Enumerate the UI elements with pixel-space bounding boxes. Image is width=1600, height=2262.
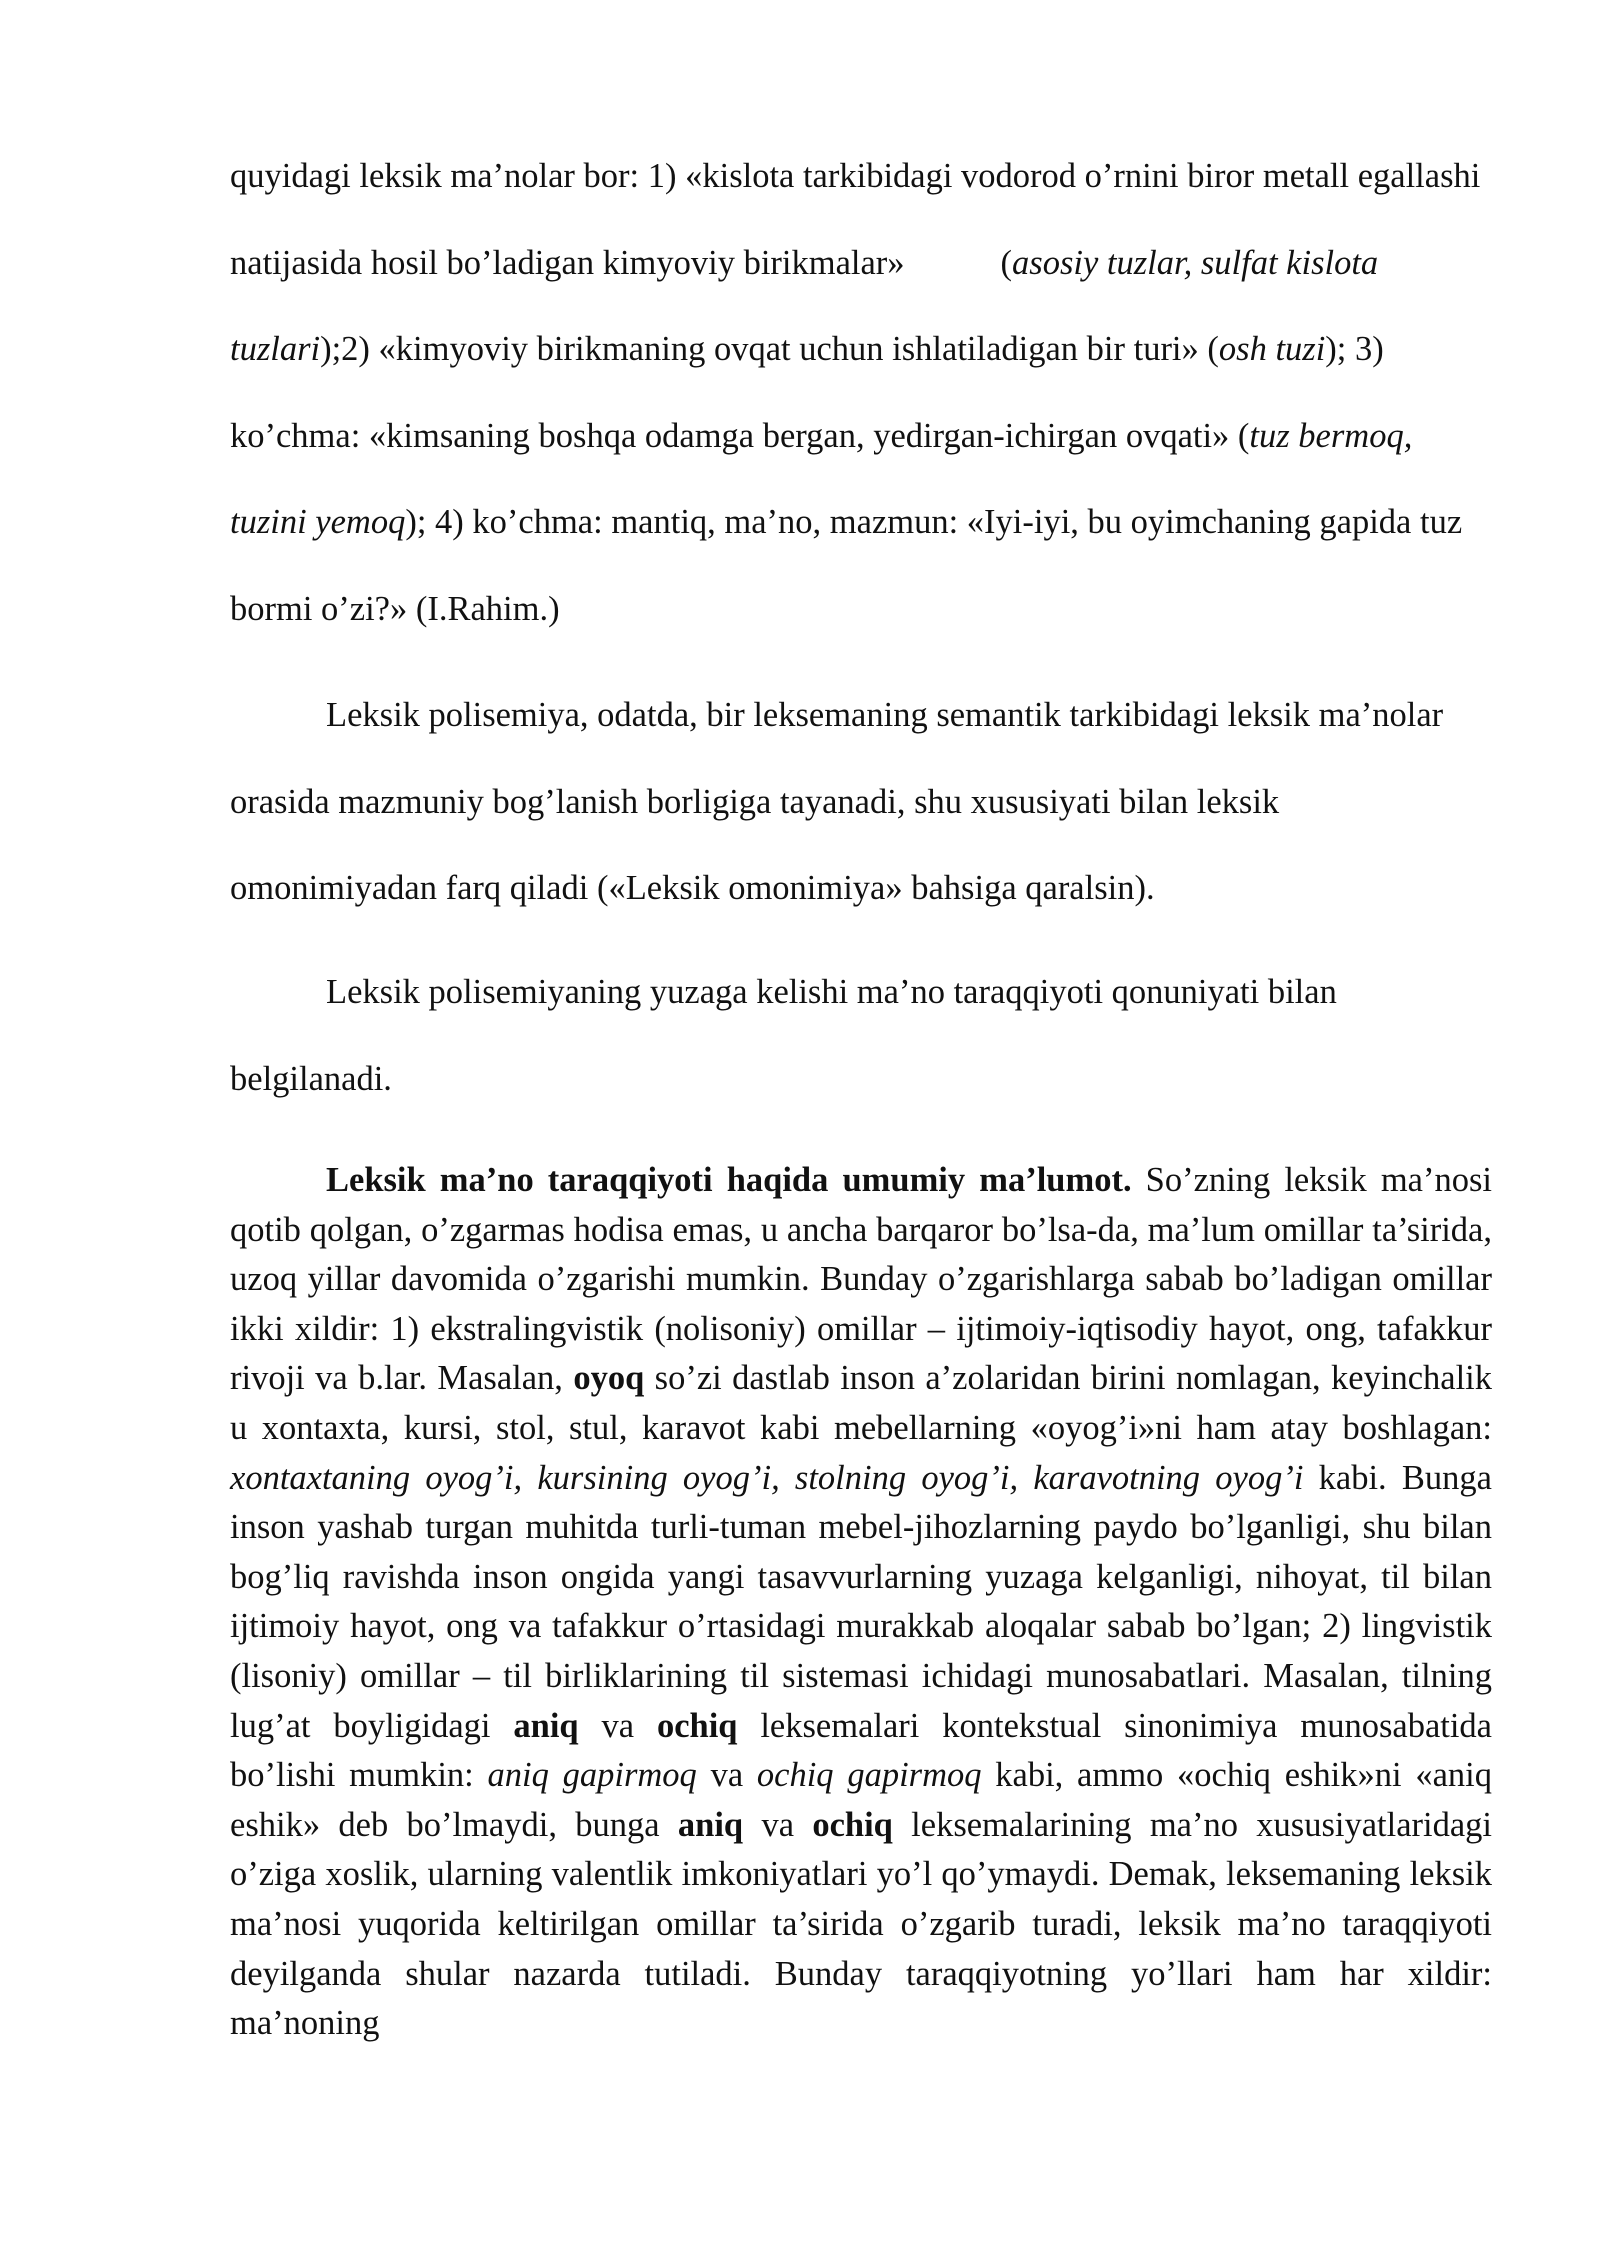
section-text: So’zning leksik ma’nosi qotib qolgan, o’zgarmas hodisa emas, u ancha barqaror bo’lsa-da, ma’lum omillar ta’sirida, uzoq yillar davomida o’zgarishi mumkin. Bunday o’zgarishlarga sabab bo’ladigan omillar ikki xildir: 1) ekstralingvistik (nolisoniy) omillar – ijtimoiy-iqtisodiy hayot, ong, tafakkur rivoji va b.lar. Masalan, [230,1161,1492,1398]
paragraph-lexical-polysemy: Leksik polisemiya, odatda, bir leksemaning semantik tarkibidagi leksik ma’nolar orasida mazmuniy bog’lanish borligiga tayanadi, shu xususiyati bilan leksik omonimiyadan farq qiladi («Leksik omonimiya» bahsiga qaralsin). [230,696,1444,907]
italic-example: tuz bermoq, tuzini yemoq [230,416,1413,541]
italic-example: ochiq gapirmoq [756,1756,982,1795]
italic-example: xontaxtaning oyog’i, kursining oyog’i, stolning oyog’i, karavotning oyog’i [230,1458,1304,1497]
paragraph-text: ( [1000,243,1013,282]
section-text: kabi, ammo «ochiq eshik»ni «aniq eshik» deb bo’lmaydi, bunga [230,1756,1493,1844]
italic-example: asosiy tuzlar, sulfat kislota tuzlari [230,243,1379,368]
bold-term: ochiq [656,1706,738,1745]
italic-example: aniq gapirmoq [487,1756,697,1795]
paragraph-text: );2) «kimyoviy birikmaning ovqat uchun ishlatiladigan bir turi» ( [320,330,1219,368]
section-text: va [696,1756,757,1795]
section-text: so’zi dastlab inson a’zolaridan birini nomlagan, keyinchalik u xontaxta, kursi, stol, stul, karavot kabi mebellarning «oyog’i»ni ham atay boshlagan: [230,1359,1492,1447]
section-text: leksemalari kontekstual sinonimiya munosabatida bo’lishi mumkin: [230,1706,1492,1795]
paragraph-text: ); 4) ko’chma: mantiq, ma’no, mazmun: «Iyi-iyi, bu oyimchaning gapida tuz bormi o’zi?» (I.Rahim.) [230,503,1463,628]
section-lexical-meaning-development [230,1156,1492,2049]
paragraph-meanings-of-tuz [230,133,1492,652]
section-text: va [578,1706,657,1745]
section-text: va [743,1805,813,1844]
bold-term: oyoq [573,1359,645,1398]
bold-term: aniq [677,1805,744,1844]
section-text: leksemalarining ma’no xususiyatlaridagi o’ziga xoslik, ularning valentlik imkoniyatlari yo’l qo’ymaydi. Demak, leksemaning leksik ma’nosi yuqorida keltirilgan omillar ta’sirida o’zgarib turadi, leksik ma’no taraqqiyoti deyilganda shular nazarda tutiladi. Bunday taraqqiyotning yo’llari ham har xildir: ma’noning [230,1805,1492,2043]
bold-term: aniq [513,1706,579,1745]
paragraph-text: quyidagi leksik ma’nolar bor: 1) «kislota tarkibidagi vodorod o’rnini biror metall egallashi natijasida hosil bo’ladigan kimyoviy birikmalar» [230,157,1481,282]
paragraph-polysemy-origin: Leksik polisemiyaning yuzaga kelishi ma’no taraqqiyoti qonuniyati bilan belgilanadi. [230,973,1337,1098]
section-text: kabi. Bunga inson yashab turgan muhitda turli-tuman mebel-jihozlarning paydo bo’lganligi, shu bilan bog’liq ravishda inson ongida yangi tasavvurlarning yuzaga kelganligi, nihoyat, til bilan ijtimoiy hayot, ong va tafakkur o’rtasidagi murakkab aloqalar sabab bo’lgan; 2) lingvistik (lisoniy) omillar – til birliklarining til sistemasi ichidagi munosabatlari. Masalan, tilning lug’at boyligidagi [230,1458,1492,1745]
section-heading: Leksik ma’no taraqqiyoti haqida umumiy ma’lumot. [326,1161,1132,1199]
italic-example: osh tuzi [1218,330,1326,368]
paragraph-text: ); 3) ko’chma: «kimsaning boshqa odamga bergan, yedirgan-ichirgan ovqati» ( [230,330,1384,455]
bold-term: ochiq [812,1805,893,1844]
